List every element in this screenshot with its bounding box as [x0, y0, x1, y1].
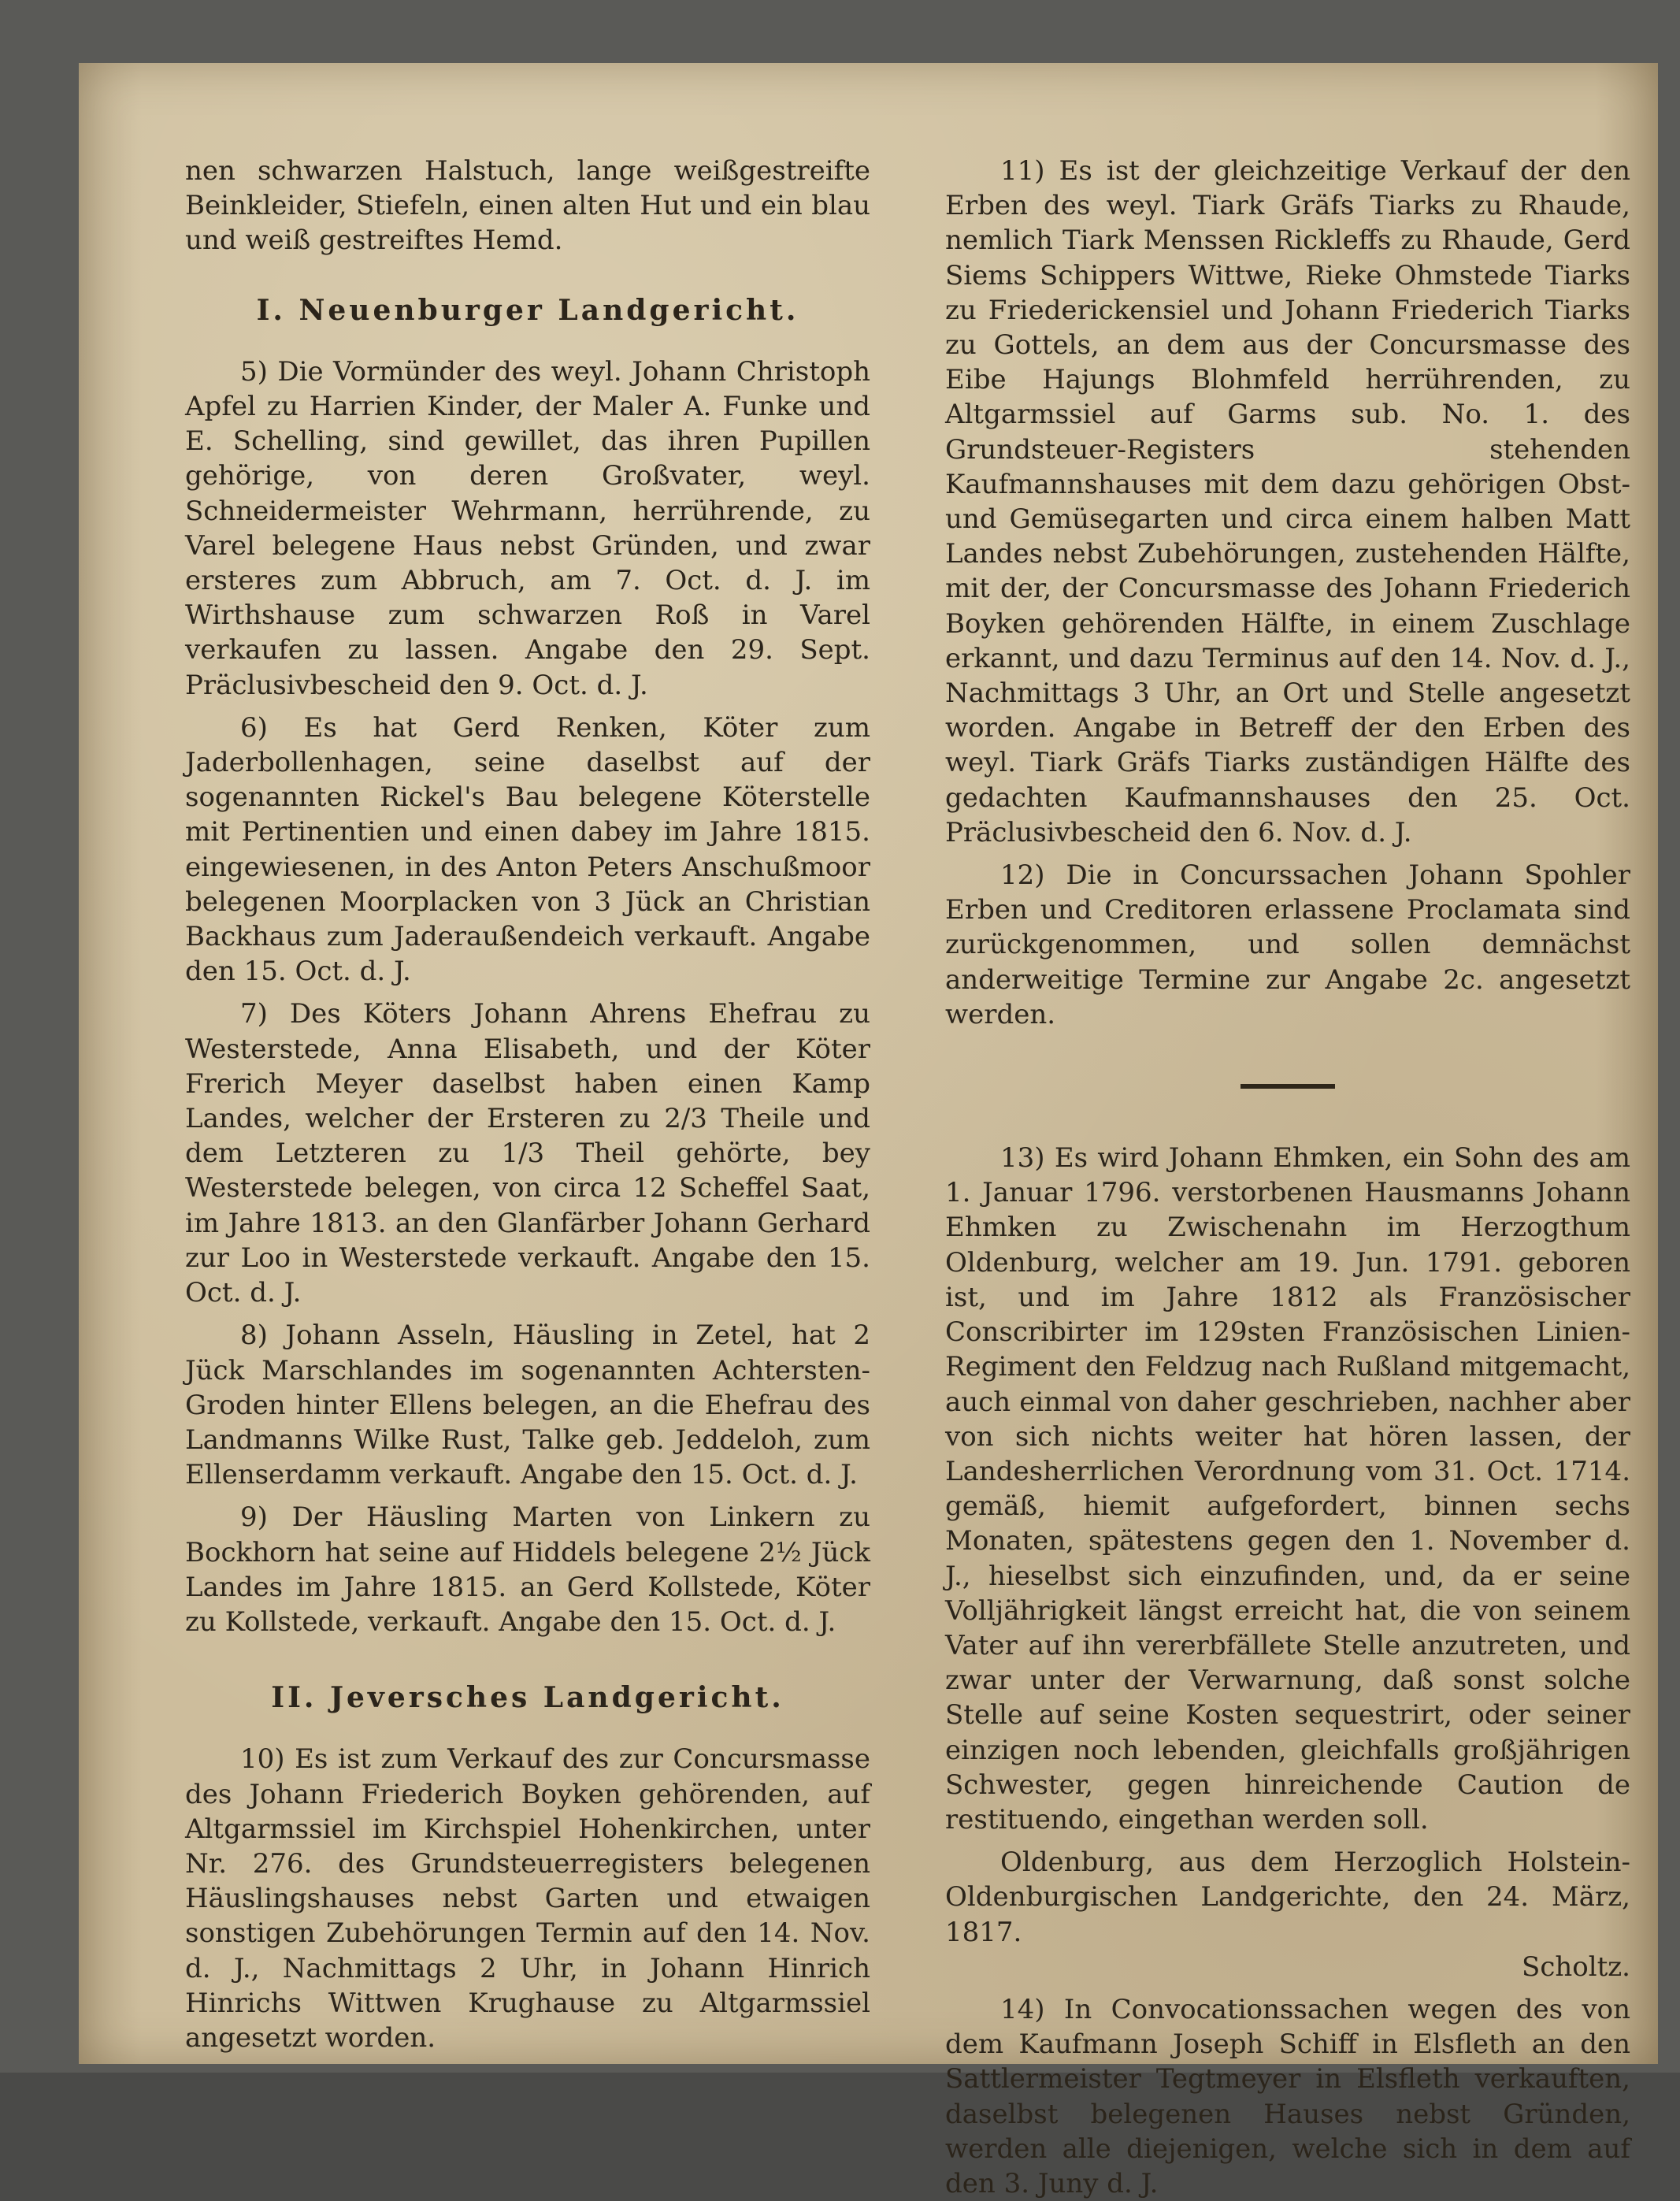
notice-14: 14) In Convocationssachen wegen des von dem Kaufmann Joseph Schiff in Elsfleth an den Sattlermeister Tegtmeyer in Elsfleth verkauften, daselbst belegenen Hauses nebst Gründen, werden alle diejenigen, welche sich in dem auf den 3. Juny d. J.: [945, 1993, 1630, 2199]
intro-paragraph: nen schwarzen Halstuch, lange weißgestreifte Beinkleider, Stiefeln, einen alten Hut und ein blau und weiß gestreiftes Hemd.: [185, 155, 870, 257]
left-column: [185, 154, 870, 2055]
notice-8: 8) Johann Asseln, Häusling in Zetel, hat 2 Jück Marschlandes im sogenannten Achtersten-Groden hinter Ellens belegen, an die Ehefrau des Landmanns Wilke Rust, Talke geb. Jeddeloh, zum Ellenserdamm verkauft. Angabe den 15. Oct. d. J.: [185, 1319, 870, 1491]
right-column: [945, 154, 1630, 2201]
notice-11: 11) Es ist der gleichzeitige Verkauf der den Erben des weyl. Tiark Gräfs Tiarks zu Rhaude, nemlich Tiark Menssen Rickleffs zu Rhaude, Gerd Siems Schippers Wittwe, Rieke Ohmstede Tiarks zu Friederickensiel und Johann Friederich Tiarks zu Gottels, an dem aus der Concursmasse des Eibe Hajungs Blohmfeld herrührenden, zu Altgarmssiel auf Garms sub. No. 1. des Grundsteuer-Registers stehenden Kaufmannshauses mit dem dazu gehörigen Obst- und Gemüsegarten und circa einem halben Matt Landes nebst Zubehörungen, zustehenden Hälfte, mit der, der Concursmasse des Johann Friederich Boyken gehörenden Hälfte, in einem Zuschlage erkannt, und dazu Terminus auf den 14. Nov. d. J., Nachmittags 3 Uhr, an Ort und Stelle angesetzt worden. Angabe in Betreff der den Erben des weyl. Tiark Gräfs Tiarks zuständigen Hälfte des gedachten Kaufmannshauses den 25. Oct. Präclusivbescheid den 6. Nov. d. J.: [945, 155, 1630, 848]
notice-13: 13) Es wird Johann Ehmken, ein Sohn des am 1. Januar 1796. verstorbenen Hausmanns Johann Ehmken zu Zwischenahn im Herzogthum Oldenburg, welcher am 19. Jun. 1791. geboren ist, und im Jahre 1812 als Französischer Conscribirter im 129sten Französischen Linien-Regiment den Feldzug nach Rußland mitgemacht, auch einmal von daher geschrieben, nachher aber von sich nichts weiter hat hören lassen, der Landesherrlichen Verordnung vom 31. Oct. 1714. gemäß, hiemit aufgefordert, binnen sechs Monaten, spätestens gegen den 1. November d. J., hieselbst sich einzufinden, und, da er seine Volljährigkeit längst erreicht hat, die von seinem Vater auf ihn vererbfällete Stelle anzutreten, und zwar unter der Verwarnung, daß sonst solche Stelle auf seine Kosten sequestrirt, oder seiner einzigen noch lebenden, gleichfalls großjährigen Schwester, gegen hinreichende Caution de restituendo, eingethan werden soll.: [945, 1142, 1630, 1835]
notice-13-closing: Oldenburg, aus dem Herzoglich Holstein-Oldenburgischen Landgerichte, den 24. März, 1817.: [945, 1847, 1630, 1948]
notice-9: 9) Der Häusling Marten von Linkern zu Bockhorn hat seine auf Hiddels belegene 2½ Jück Landes im Jahre 1815. an Gerd Kollstede, Köter zu Kollstede, verkauft. Angabe den 15. Oct. d. J.: [185, 1501, 870, 1638]
notice-7: 7) Des Köters Johann Ahrens Ehefrau zu Westerstede, Anna Elisabeth, und der Köter Frerich Meyer daselbst haben einen Kamp Landes, welcher der Ersteren zu 2/3 Theile und dem Letzteren zu 1/3 Theil gehörte, bey Westerstede belegen, von circa 12 Scheffel Saat, im Jahre 1813. an den Glanfärber Johann Gerhard zur Loo in Westerstede verkauft. Angabe den 15. Oct. d. J.: [185, 998, 870, 1309]
section-separator: [1241, 1084, 1335, 1089]
notice-6: 6) Es hat Gerd Renken, Köter zum Jaderbollenhagen, seine daselbst auf der sogenannten Rickel's Bau belegene Köterstelle mit Pertinentien und einen dabey im Jahre 1815. eingewiesenen, in des Anton Peters Anschußmoor belegenen Moorplacken von 3 Jück an Christian Backhaus zum Jaderaußendeich verkauft. Angabe den 15. Oct. d. J.: [185, 711, 870, 988]
notice-10: 10) Es ist zum Verkauf des zur Concursmasse des Johann Friederich Boyken gehörenden, auf Altgarmssiel im Kirchspiel Hohenkirchen, unter Nr. 276. des Grundsteuerregisters belegenen Häuslingshauses nebst Garten und etwaigen sonstigen Zubehörungen Termin auf den 14. Nov. d. J., Nachmittags 2 Uhr, in Johann Hinrich Hinrichs Wittwen Krughause zu Altgarmssiel angesetzt worden.: [185, 1743, 870, 2054]
section-heading-jever: II. Jeversches Landgericht.: [271, 1681, 784, 1715]
section-heading-neuenburg: I. Neuenburger Landgericht.: [256, 293, 799, 327]
notice-5: 5) Die Vormünder des weyl. Johann Christoph Apfel zu Harrien Kinder, der Maler A. Funke und E. Schelling, sind gewillet, das ihren Pupillen gehörige, von deren Großvater, weyl. Schneidermeister Wehrmann, herrührende, zu Varel belegene Haus nebst Gründen, und zwar ersteres zum Abbruch, am 7. Oct. d. J. im Wirthshause zum schwarzen Roß in Varel verkaufen zu lassen. Angabe den 29. Sept. Präclusivbescheid den 9. Oct. d. J.: [185, 355, 870, 701]
notice-12: 12) Die in Concurssachen Johann Spohler Erben und Creditoren erlassene Proclamata sind zurückgenommen, und sollen demnächst anderweitige Termine zur Angabe 2c. angesetzt werden.: [945, 859, 1630, 1030]
signature: Scholtz.: [1522, 1950, 1630, 1983]
